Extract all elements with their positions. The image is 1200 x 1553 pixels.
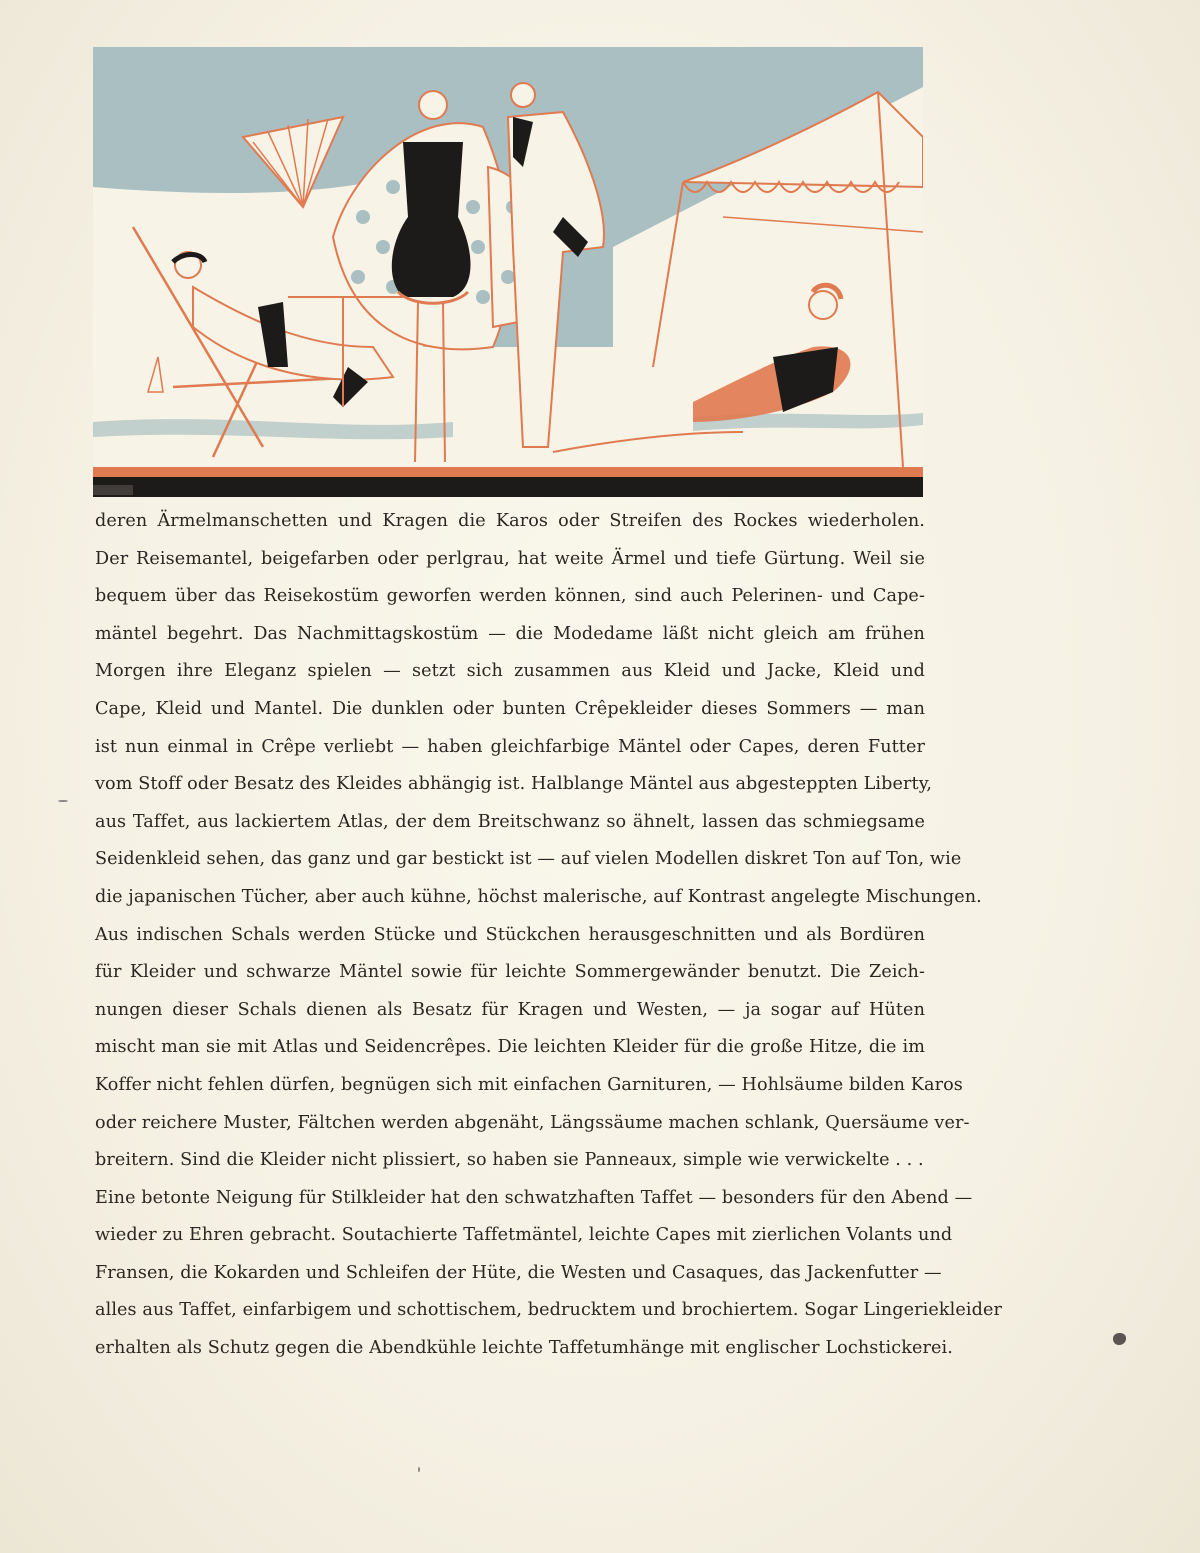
text-line: Cape, Kleid und Mantel. Die dunklen oder bunten Crêpekleider dieses Sommers — man [95,698,925,719]
text-line: bequem über das Reisekostüm geworfen werden können, sind auch Pelerinen- und Cape- [95,586,925,607]
text-line: alles aus Taffet, einfarbigem und schottischem, bedrucktem und brochiertem. Sogar Lingeriekleider [95,1300,1002,1321]
text-line: Eine betonte Neigung für Stilkleider hat den schwatzhaften Taffet — besonders für den Abend — [95,1187,973,1208]
text-line: Koffer nicht fehlen dürfen, begnügen sich mit einfachen Garnituren, — Hohlsäume bilden Karos [95,1074,963,1095]
text-line: vom Stoff oder Besatz des Kleides abhängig ist. Halblange Mäntel aus abgesteppten Liberty, [95,774,933,795]
text-line: ist nun einmal in Crêpe verliebt — haben gleichfarbige Mäntel oder Capes, deren Futter [95,736,925,757]
text-line: mischt man sie mit Atlas und Seidencrêpes. Die leichten Kleider für die große Hitze, die im [95,1037,925,1058]
text-line: wieder zu Ehren gebracht. Soutachierte Taffetmäntel, leichte Capes mit zierlichen Volants und [95,1225,953,1246]
text-line: oder reichere Muster, Fältchen werden abgenäht, Längssäume machen schlank, Quersäume ver- [95,1112,970,1133]
text-line: Seidenkleid sehen, das ganz und gar bestickt ist — auf vielen Modellen diskret Ton auf Ton, wie [95,849,962,870]
text-line: nungen dieser Schals dienen als Besatz für Kragen und Westen, — ja sogar auf Hüten [95,999,925,1020]
text-line: mäntel begehrt. Das Nachmittagskostüm — die Modedame läßt nicht gleich am frühen [95,623,925,644]
text-line: Fransen, die Kokarden und Schleifen der Hüte, die Westen und Casaques, das Jackenfutter — [95,1262,942,1283]
article-body [95,503,1002,1368]
text-line: für Kleider und schwarze Mäntel sowie für leichte Sommergewänder benutzt. Die Zeich- [95,962,925,983]
text-line: die japanischen Tücher, aber auch kühne, höchst malerische, auf Kontrast angelegte Mischungen. [95,886,982,907]
text-line: Morgen ihre Eleganz spielen — setzt sich zusammen aus Kleid und Jacke, Kleid und [95,661,925,682]
text-line: aus Taffet, aus lackiertem Atlas, der dem Breitschwanz so ähnelt, lassen das schmiegsame [95,811,925,832]
ink-blot [1113,1333,1126,1345]
text-line: Der Reisemantel, beigefarben oder perlgrau, hat weite Ärmel und tiefe Gürtung. Weil sie [95,548,925,569]
paper-speck [58,800,68,802]
text-line: breitern. Sind die Kleider nicht plissiert, so haben sie Panneaux, simple wie verwickelte . . . [95,1150,924,1171]
text-line: erhalten als Schutz gegen die Abendkühle leichte Taffetumhänge mit englischer Lochstickerei. [95,1338,953,1359]
paper-speck [418,1467,420,1472]
text-line: Aus indischen Schals werden Stücke und Stückchen herausgeschnitten und als Bordüren [95,924,925,945]
beach-fashion-illustration-icon [93,47,923,497]
text-line: deren Ärmelmanschetten und Kragen die Karos oder Streifen des Rockes wiederholen. [95,511,925,531]
